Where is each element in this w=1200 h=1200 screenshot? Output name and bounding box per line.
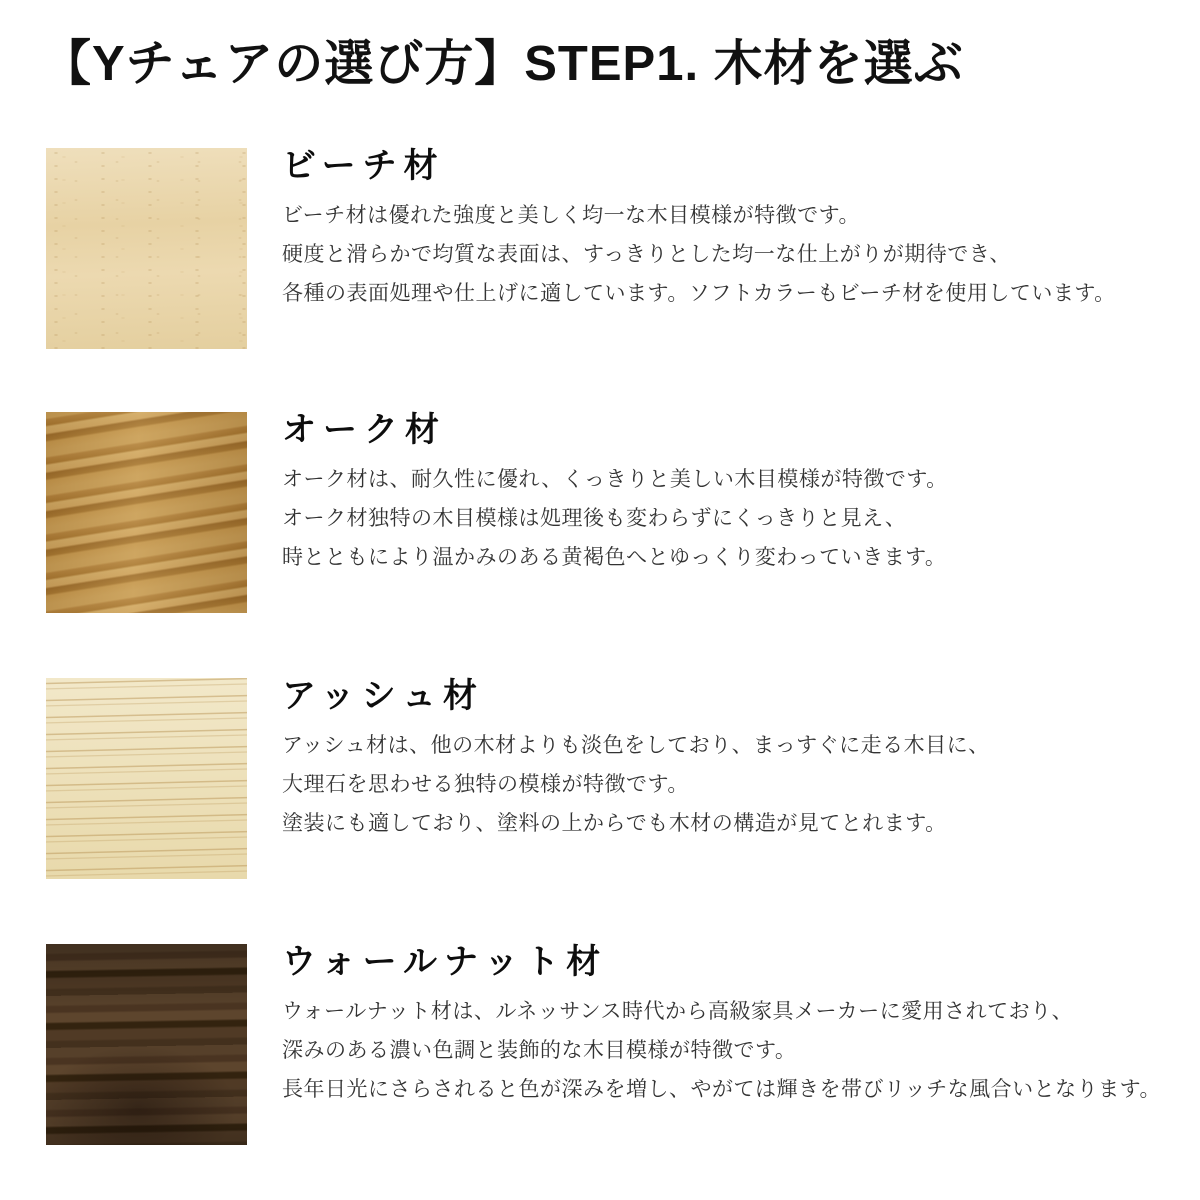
page-title: 【Yチェアの選び方】STEP1. 木材を選ぶ bbox=[42, 37, 964, 91]
beech-info bbox=[282, 148, 1116, 313]
description-line: 時とともにより温かみのある黄褐色へとゆっくり変わっていきます。 bbox=[282, 546, 947, 569]
oak-wood-swatch bbox=[46, 412, 247, 613]
ash-wood-swatch bbox=[46, 678, 247, 879]
wood-section-oak bbox=[46, 412, 1186, 613]
description-line: 大理石を思わせる独特の模様が特徴です。 bbox=[282, 773, 689, 796]
description-line: ビーチ材は優れた強度と美しく均一な木目模様が特徴です。 bbox=[282, 204, 860, 227]
beech-description bbox=[282, 196, 1116, 313]
description-line: 長年日光にさらされると色が深みを増し、やがては輝きを帯びリッチな風合いとなります。 bbox=[282, 1078, 1161, 1101]
description-line: オーク材は、耐久性に優れ、くっきりと美しい木目模様が特徴です。 bbox=[282, 468, 948, 491]
description-line: 硬度と滑らかで均質な表面は、すっきりとした均一な仕上がりが期待でき、 bbox=[282, 243, 1011, 266]
oak-heading: オーク材 bbox=[282, 411, 446, 449]
description-line: アッシュ材は、他の木材よりも淡色をしており、まっすぐに走る木目に、 bbox=[282, 734, 990, 757]
wood-section-walnut bbox=[46, 944, 1186, 1145]
description-line: 深みのある濃い色調と装飾的な木目模様が特徴です。 bbox=[282, 1039, 797, 1062]
description-line: 各種の表面処理や仕上げに適しています。ソフトカラーもビーチ材を使用しています。 bbox=[282, 282, 1116, 305]
walnut-info bbox=[282, 944, 1161, 1109]
description-line: ウォールナット材は、ルネッサンス時代から高級家具メーカーに愛用されており、 bbox=[282, 1000, 1074, 1023]
beech-wood-swatch bbox=[46, 148, 247, 349]
ash-heading: アッシュ材 bbox=[282, 677, 484, 715]
ash-description bbox=[282, 726, 990, 843]
walnut-description bbox=[282, 992, 1161, 1109]
walnut-heading: ウォールナット材 bbox=[282, 943, 608, 981]
oak-description bbox=[282, 460, 948, 577]
beech-heading: ビーチ材 bbox=[282, 147, 445, 185]
description-line: オーク材独特の木目模様は処理後も変わらずにくっきりと見え、 bbox=[282, 507, 907, 530]
wood-section-beech bbox=[46, 148, 1186, 349]
oak-info bbox=[282, 412, 948, 577]
walnut-wood-swatch bbox=[46, 944, 247, 1145]
wood-section-ash bbox=[46, 678, 1186, 879]
ash-info bbox=[282, 678, 990, 843]
description-line: 塗装にも適しており、塗料の上からでも木材の構造が見てとれます。 bbox=[282, 812, 947, 835]
